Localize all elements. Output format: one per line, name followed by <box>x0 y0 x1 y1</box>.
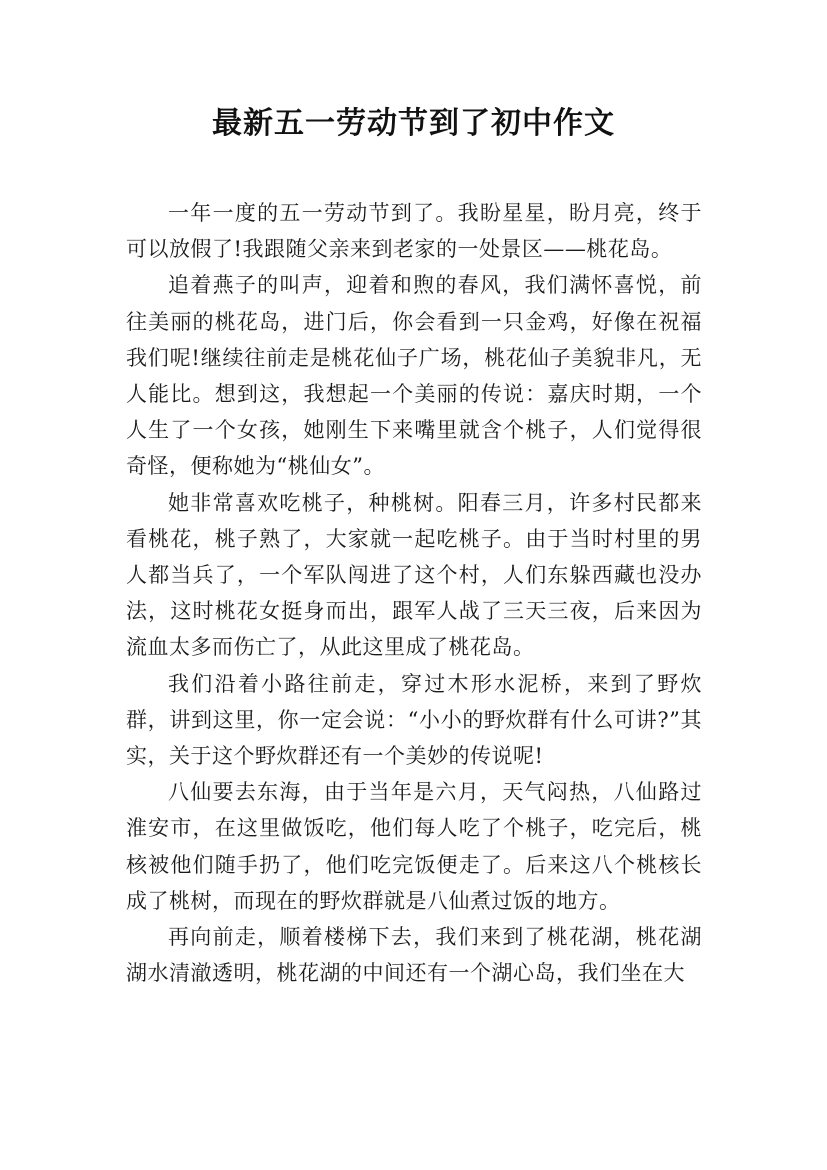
document-body <box>126 195 702 991</box>
paragraph: 我们沿着小路往前走，穿过木形水泥桥，来到了野炊群，讲到这里，你一定会说：“小小的野炊群有什么可讲?”其实，关于这个野炊群还有一个美妙的传说呢! <box>126 671 702 769</box>
document-title: 最新五一劳动节到了初中作文 <box>212 106 615 141</box>
paragraph: 一年一度的五一劳动节到了。我盼星星，盼月亮，终于可以放假了!我跟随父亲来到老家的一处景区——桃花岛。 <box>126 201 702 262</box>
paragraph: 追着燕子的叫声，迎着和煦的春风，我们满怀喜悦，前往美丽的桃花岛，进门后，你会看到一只金鸡，好像在祝福我们呢!继续往前走是桃花仙子广场，桃花仙子美貌非凡，无人能比。想到这，我想起一个美丽的传说：嘉庆时期，一个人生了一个女孩，她刚生下来嘴里就含个桃子，人们觉得很奇怪，便称她为“桃仙女”。 <box>126 273 702 479</box>
paragraph: 她非常喜欢吃桃子，种桃树。阳春三月，许多村民都来看桃花，桃子熟了，大家就一起吃桃子。由于当时村里的男人都当兵了，一个军队闯进了这个村，人们东躲西藏也没办法，这时桃花女挺身而出，跟军人战了三天三夜，后来因为流血太多而伤亡了，从此这里成了桃花岛。 <box>126 490 702 660</box>
paragraph: 再向前走，顺着楼梯下去，我们来到了桃花湖，桃花湖湖水清澈透明，桃花湖的中间还有一个湖心岛，我们坐在大 <box>126 925 702 986</box>
paragraph: 八仙要去东海，由于当年是六月，天气闷热，八仙路过淮安市，在这里做饭吃，他们每人吃了个桃子，吃完后，桃核被他们随手扔了，他们吃完饭便走了。后来这八个桃核长成了桃树，而现在的野炊群就是八仙煮过饭的地方。 <box>126 780 702 913</box>
